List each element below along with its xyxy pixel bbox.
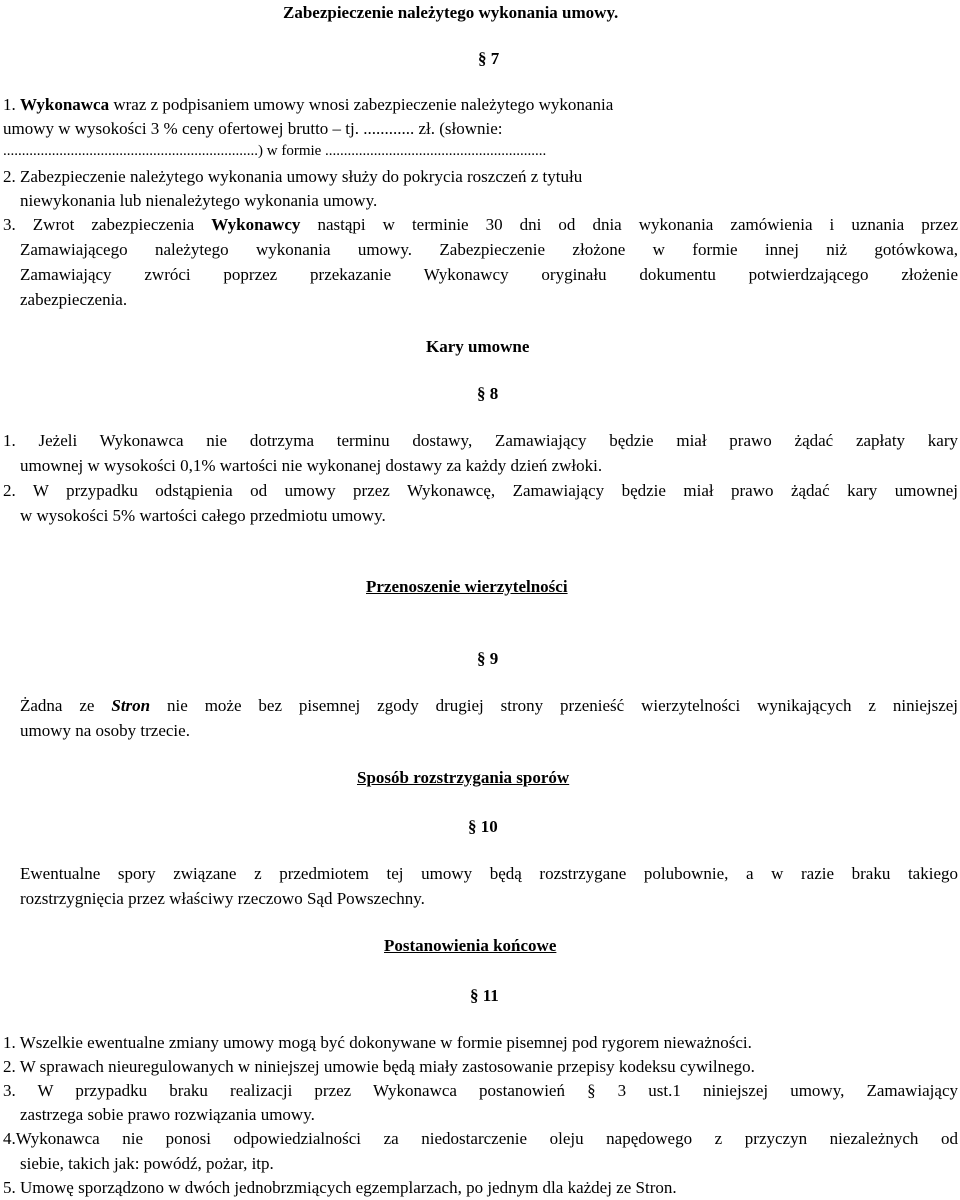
s8-p2-line2: w wysokości 5% wartości całego przedmiotu umowy.	[20, 506, 386, 525]
s9-line1	[20, 697, 958, 714]
s7-p3-line3: Zamawiający zwróci poprzez przekazanie Wykonawcy oryginału dokumentu potwierdzającego złożenie	[20, 265, 958, 284]
s11-p5: 5. Umowę sporządzono w dwóch jednobrzmiących egzemplarzach, po jednym dla każdej ze Stron.	[3, 1178, 677, 1197]
s9-line2: umowy na osoby trzecie.	[20, 721, 190, 740]
section-10-heading: Sposób rozstrzygania sporów	[357, 768, 570, 787]
section-11-sign: § 11	[470, 986, 499, 1005]
s7-p2-line2: niewykonania lub nienależytego wykonania umowy.	[20, 191, 378, 210]
section-8-sign: § 8	[477, 384, 499, 403]
s10-line1: Ewentualne spory związane z przedmiotem tej umowy będą rozstrzygane polubownie, a w razie braku takiego	[20, 864, 958, 883]
s7-p1-number: 1.	[3, 95, 16, 114]
section-7-sign: § 7	[478, 49, 500, 68]
s11-p2: 2. W sprawach nieuregulowanych w niniejszej umowie będą miały zastosowanie przepisy kodeksu cywilnego.	[3, 1057, 755, 1076]
s11-p4-line1: 4.Wykonawca nie ponosi odpowiedzialności za niedostarczenie oleju napędowego z przyczyn niezależnych od	[3, 1129, 958, 1148]
s7-p1-line2: umowy w wysokości 3 % ceny ofertowej brutto – tj. ............ zł. (słownie:	[3, 119, 503, 138]
s7-p3-line1	[3, 216, 958, 233]
s11-p4-line2: siebie, takich jak: powódź, pożar, itp.	[20, 1154, 274, 1173]
s9-text: nie może bez pisemnej zgody drugiej strony przenieść wierzytelności wynikających z niniejszej	[167, 696, 959, 715]
section-9-heading: Przenoszenie wierzytelności	[366, 577, 568, 596]
s9-emphasis: Stron	[111, 696, 151, 715]
section-9-sign: § 9	[477, 649, 499, 668]
section-11-heading: Postanowienia końcowe	[384, 936, 557, 955]
s7-p2-line1: 2. Zabezpieczenie należytego wykonania umowy służy do pokrycia roszczeń z tytułu	[3, 167, 583, 186]
s9-prefix: Żadna ze	[20, 696, 95, 715]
s8-p1-line2: umownej w wysokości 0,1% wartości nie wykonanej dostawy za każdy dzień zwłoki.	[20, 456, 603, 475]
section-7-heading: Zabezpieczenie należytego wykonania umowy.	[283, 3, 619, 22]
s7-p3-text: nastąpi w terminie 30 dni od dnia wykonania zamówienia i uznania przez	[317, 215, 959, 234]
s7-p3-line2: Zamawiającego należytego wykonania umowy. Zabezpieczenie złożone w formie innej niż gotówkowa,	[20, 240, 958, 259]
s7-p3-bold: Wykonawcy	[211, 215, 301, 234]
s8-p2-line1: 2. W przypadku odstąpienia od umowy przez Wykonawcę, Zamawiający będzie miał prawo żądać kary umownej	[3, 481, 958, 500]
s11-p3-line2: zastrzega sobie prawo rozwiązania umowy.	[20, 1105, 315, 1124]
s11-p3-line1: 3. W przypadku braku realizacji przez Wykonawca postanowień § 3 ust.1 niniejszej umowy, Zamawiający	[3, 1081, 958, 1100]
s7-p1-bold: Wykonawca	[20, 95, 110, 114]
s11-p1: 1. Wszelkie ewentualne zmiany umowy mogą być dokonywane w formie pisemnej pod rygorem nieważności.	[3, 1033, 752, 1052]
s10-line2: rozstrzygnięcia przez właściwy rzeczowo Sąd Powszechny.	[20, 889, 425, 908]
s7-p1-text: wraz z podpisaniem umowy wnosi zabezpieczenie należytego wykonania	[113, 95, 614, 114]
s7-p1-line3: ....................................................................) w formie ...........................................................	[3, 143, 547, 159]
s7-p3-prefix: 3. Zwrot zabezpieczenia	[3, 215, 195, 234]
section-8-heading: Kary umowne	[426, 337, 530, 356]
s8-p1-line1: 1. Jeżeli Wykonawca nie dotrzyma terminu dostawy, Zamawiający będzie miał prawo żądać zapłaty kary	[3, 431, 958, 450]
section-10-sign: § 10	[468, 817, 498, 836]
s7-p1-line1	[3, 96, 613, 113]
s7-p3-line4: zabezpieczenia.	[20, 290, 128, 309]
